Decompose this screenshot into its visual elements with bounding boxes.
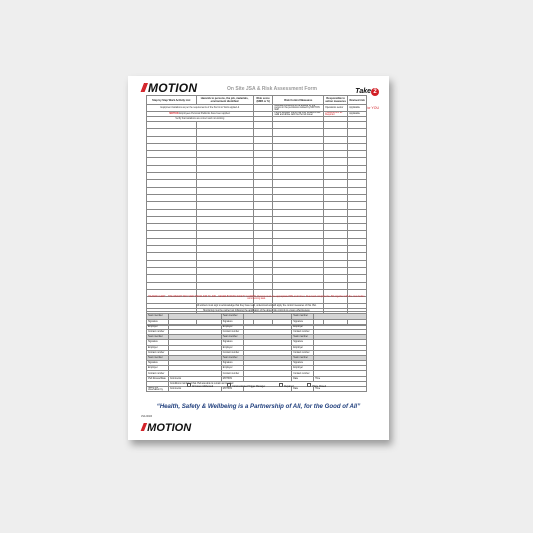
table-cell[interactable] bbox=[348, 238, 367, 245]
isolation-text-2b: Employees Personal Padlocks have been applied. bbox=[178, 113, 231, 115]
safety-job-label: Safety job observation by bbox=[147, 387, 169, 392]
slogan: “Health, Safety & Wellbeing is a Partnership of All, for the Good of All” bbox=[156, 403, 361, 410]
table-cell[interactable] bbox=[324, 194, 348, 201]
table-cell[interactable] bbox=[273, 253, 324, 260]
table-row bbox=[147, 246, 367, 253]
table-cell[interactable] bbox=[348, 209, 367, 216]
table-cell[interactable] bbox=[196, 216, 253, 223]
table-cell[interactable] bbox=[348, 165, 367, 172]
motion-logo bbox=[141, 81, 197, 95]
team-field-label: Contact number bbox=[221, 371, 243, 376]
table-cell[interactable] bbox=[324, 187, 348, 194]
table-cell[interactable] bbox=[147, 122, 197, 129]
table-cell[interactable] bbox=[348, 187, 367, 194]
table-cell[interactable] bbox=[253, 202, 273, 209]
table-cell[interactable] bbox=[348, 143, 367, 150]
table-cell[interactable] bbox=[196, 173, 253, 180]
table-row bbox=[147, 231, 367, 238]
table-cell[interactable] bbox=[324, 158, 348, 165]
team-field-label: Signature bbox=[292, 361, 314, 366]
table-cell[interactable] bbox=[196, 136, 253, 143]
isolation-controls-2: Permit Register found that their isolations are valid and active with the Permit issuer bbox=[273, 112, 324, 117]
table-cell[interactable] bbox=[348, 260, 367, 267]
table-cell[interactable] bbox=[348, 136, 367, 143]
table-cell[interactable] bbox=[324, 238, 348, 245]
team-field-label: Employer bbox=[292, 345, 314, 350]
jsa-form-sheet bbox=[128, 76, 389, 440]
col-activity: Step by Step Work Activity List bbox=[147, 96, 197, 105]
table-cell[interactable] bbox=[147, 187, 197, 194]
team-field-label: Signature bbox=[147, 340, 169, 345]
table-cell[interactable] bbox=[147, 267, 197, 274]
table-cell[interactable] bbox=[253, 231, 273, 238]
footer-logo-bars: /// bbox=[141, 422, 145, 434]
table-cell[interactable] bbox=[196, 202, 253, 209]
table-cell[interactable] bbox=[196, 246, 253, 253]
team-field-label: Contact number bbox=[147, 329, 169, 334]
table-row bbox=[147, 129, 367, 136]
table-cell[interactable] bbox=[147, 194, 197, 201]
table-row bbox=[147, 136, 367, 143]
worker-note: All workers must sign to acknowledge that they have read, understood and will apply the control measures of this JSA. bbox=[147, 304, 367, 309]
table-cell[interactable] bbox=[324, 180, 348, 187]
table-cell[interactable] bbox=[253, 173, 273, 180]
team-field-label: Signature bbox=[292, 340, 314, 345]
isolation-row-1 bbox=[147, 105, 367, 112]
col-controls: Risk Control Measures bbox=[273, 96, 324, 105]
team-field-label: Contact number bbox=[292, 350, 314, 355]
table-cell[interactable] bbox=[147, 246, 197, 253]
table-cell[interactable] bbox=[324, 122, 348, 129]
table-cell[interactable] bbox=[273, 275, 324, 282]
table-cell[interactable] bbox=[324, 231, 348, 238]
team-field-label: Team member bbox=[147, 335, 169, 340]
table-cell[interactable] bbox=[324, 209, 348, 216]
table-row bbox=[147, 282, 367, 289]
team-rows bbox=[147, 314, 367, 376]
comments-label-2: Comments bbox=[169, 387, 222, 392]
table-cell[interactable] bbox=[253, 122, 273, 129]
team-field-label: Signature bbox=[147, 361, 169, 366]
conditions-label: Conditions monitored that JSA was able to remain as intended bbox=[169, 381, 367, 386]
table-cell[interactable] bbox=[273, 143, 324, 150]
table-row bbox=[147, 122, 367, 129]
status-checkboxes bbox=[146, 383, 367, 388]
table-row bbox=[147, 143, 367, 150]
table-cell[interactable] bbox=[253, 129, 273, 136]
checkbox-communicated[interactable]: Communicated Trigger Manager bbox=[227, 383, 265, 388]
table-row bbox=[147, 238, 367, 245]
checkbox-repaired[interactable]: Repaired bbox=[279, 383, 293, 388]
table-cell[interactable] bbox=[324, 282, 348, 289]
team-field-label: Team member bbox=[221, 314, 243, 319]
table-cell[interactable] bbox=[273, 187, 324, 194]
signoff-table bbox=[146, 303, 367, 392]
team-field-label: Contact number bbox=[147, 371, 169, 376]
table-cell[interactable] bbox=[273, 158, 324, 165]
table-cell[interactable] bbox=[324, 202, 348, 209]
table-cell[interactable] bbox=[253, 246, 273, 253]
table-cell[interactable] bbox=[324, 173, 348, 180]
table-cell[interactable] bbox=[348, 158, 367, 165]
date-label: Date bbox=[292, 376, 314, 381]
table-cell[interactable] bbox=[147, 282, 197, 289]
table-row bbox=[147, 202, 367, 209]
isolation-controls-1: Residual conditions to be applied by the person in the permission issued by MOTION staff bbox=[273, 105, 324, 112]
motion-label-2: MOTION bbox=[221, 387, 243, 392]
table-cell[interactable] bbox=[147, 275, 197, 282]
table-cell[interactable] bbox=[253, 275, 273, 282]
table-row bbox=[147, 187, 367, 194]
team-field-label: Signature bbox=[147, 319, 169, 324]
table-cell[interactable] bbox=[196, 129, 253, 136]
table-cell[interactable] bbox=[147, 173, 197, 180]
table-row bbox=[147, 180, 367, 187]
checkbox-closed[interactable]: Place Closed bbox=[307, 383, 326, 388]
team-field-label: Team member bbox=[147, 355, 169, 360]
table-cell[interactable] bbox=[196, 224, 253, 231]
table-cell[interactable] bbox=[348, 224, 367, 231]
table-cell[interactable] bbox=[348, 253, 367, 260]
team-field-label: Employer bbox=[221, 345, 243, 350]
table-cell[interactable] bbox=[196, 267, 253, 274]
table-cell[interactable] bbox=[196, 143, 253, 150]
table-cell[interactable] bbox=[147, 158, 197, 165]
footer-logo-word: MOTION bbox=[147, 422, 192, 434]
team-field-label: Employer bbox=[147, 345, 169, 350]
isolation-resp-2: Tradesperson as Required bbox=[324, 112, 348, 117]
col-risk-score: Risk score (EMR or S) bbox=[253, 96, 273, 105]
table-row bbox=[147, 194, 367, 201]
table-cell[interactable] bbox=[196, 194, 253, 201]
jsa-review-label: JSA Review/Date bbox=[147, 376, 169, 381]
table-cell[interactable] bbox=[273, 231, 324, 238]
team-field-label: Signature bbox=[292, 319, 314, 324]
table-cell[interactable] bbox=[348, 180, 367, 187]
table-cell[interactable] bbox=[147, 180, 197, 187]
team-field-label: Employer bbox=[221, 324, 243, 329]
table-cell[interactable] bbox=[196, 209, 253, 216]
table-cell[interactable] bbox=[253, 165, 273, 172]
team-field-label: Employer bbox=[292, 366, 314, 371]
table-cell[interactable] bbox=[348, 129, 367, 136]
time-label: Time bbox=[314, 376, 367, 381]
table-cell[interactable] bbox=[324, 136, 348, 143]
table-cell[interactable] bbox=[147, 224, 197, 231]
table-cell[interactable] bbox=[324, 129, 348, 136]
table-cell[interactable] bbox=[273, 173, 324, 180]
team-field-label: Contact number bbox=[292, 329, 314, 334]
table-cell[interactable] bbox=[324, 224, 348, 231]
table-cell[interactable] bbox=[253, 267, 273, 274]
team-field-label: Signature bbox=[221, 361, 243, 366]
table-cell[interactable] bbox=[348, 275, 367, 282]
team-field-label: Employer bbox=[221, 366, 243, 371]
table-cell[interactable] bbox=[253, 224, 273, 231]
table-cell[interactable] bbox=[273, 151, 324, 158]
monitor-note: Monitoring must be carried out following the application of the above risk controls to ensure effectiveness bbox=[147, 309, 367, 314]
table-cell[interactable] bbox=[147, 165, 197, 172]
table-cell[interactable] bbox=[348, 246, 367, 253]
table-cell[interactable] bbox=[147, 231, 197, 238]
table-cell[interactable] bbox=[348, 202, 367, 209]
table-row bbox=[147, 165, 367, 172]
table-cell[interactable] bbox=[253, 136, 273, 143]
col-revised: Revised risk bbox=[348, 96, 367, 105]
table-cell[interactable] bbox=[147, 136, 197, 143]
risk-table bbox=[146, 95, 367, 326]
table-row bbox=[147, 275, 367, 282]
time-label-2: Time bbox=[314, 387, 367, 392]
table-cell[interactable] bbox=[253, 158, 273, 165]
team-field-label: Contact number bbox=[221, 329, 243, 334]
table-cell[interactable] bbox=[324, 151, 348, 158]
table-row bbox=[147, 209, 367, 216]
table-row bbox=[147, 253, 367, 260]
table-cell[interactable] bbox=[253, 194, 273, 201]
table-cell[interactable] bbox=[147, 209, 197, 216]
table-cell[interactable] bbox=[348, 267, 367, 274]
table-cell[interactable] bbox=[147, 260, 197, 267]
table-cell[interactable] bbox=[324, 253, 348, 260]
table-cell[interactable] bbox=[147, 238, 197, 245]
table-cell[interactable] bbox=[253, 151, 273, 158]
isolation-resp-1: Operations senior bbox=[324, 105, 348, 112]
table-cell[interactable] bbox=[324, 143, 348, 150]
col-hazards: Hazards to persons, the job, materials, environment identified bbox=[196, 96, 253, 105]
isolation-rev-2: Applicable bbox=[348, 112, 367, 117]
table-cell[interactable] bbox=[253, 216, 273, 223]
team-field-label: Signature bbox=[221, 319, 243, 324]
table-cell[interactable] bbox=[147, 143, 197, 150]
team-field-label: Employer bbox=[147, 324, 169, 329]
table-cell[interactable] bbox=[196, 275, 253, 282]
table-cell[interactable] bbox=[273, 246, 324, 253]
logo-word: MOTION bbox=[148, 81, 198, 95]
table-cell[interactable] bbox=[196, 180, 253, 187]
table-cell[interactable] bbox=[147, 216, 197, 223]
table-cell[interactable] bbox=[324, 267, 348, 274]
isolation-text-1: Equipment Isolations as per the requirements of the Permit to Work applied & bbox=[147, 105, 254, 112]
table-row bbox=[147, 267, 367, 274]
table-cell[interactable] bbox=[273, 122, 324, 129]
table-cell[interactable] bbox=[273, 180, 324, 187]
motion-label: MOTION bbox=[221, 376, 243, 381]
cell[interactable] bbox=[253, 105, 273, 112]
table-cell[interactable] bbox=[196, 187, 253, 194]
doc-code: JSA 001R bbox=[141, 415, 153, 418]
table-cell[interactable] bbox=[253, 260, 273, 267]
table-cell[interactable] bbox=[273, 136, 324, 143]
form-title: On Site JSA & Risk Assessment Form bbox=[227, 86, 317, 92]
table-row bbox=[147, 173, 367, 180]
date-label-2: Date bbox=[292, 387, 314, 392]
table-cell[interactable] bbox=[147, 129, 197, 136]
table-cell[interactable] bbox=[196, 238, 253, 245]
team-field-label: Team member bbox=[292, 335, 314, 340]
table-cell[interactable] bbox=[273, 224, 324, 231]
table-cell[interactable] bbox=[273, 202, 324, 209]
team-field-label: Team member bbox=[292, 314, 314, 319]
table-cell[interactable] bbox=[273, 129, 324, 136]
table-cell[interactable] bbox=[273, 194, 324, 201]
table-cell[interactable] bbox=[253, 180, 273, 187]
table-row bbox=[147, 151, 367, 158]
table-cell[interactable] bbox=[348, 194, 367, 201]
col-responsible: Responsible to action measures bbox=[325, 97, 346, 103]
team-field-label: Employer bbox=[292, 324, 314, 329]
table-cell[interactable] bbox=[324, 216, 348, 223]
team-field-label: Employer bbox=[147, 366, 169, 371]
table-cell[interactable] bbox=[348, 173, 367, 180]
table-cell[interactable] bbox=[273, 216, 324, 223]
table-cell[interactable] bbox=[324, 246, 348, 253]
header-row bbox=[147, 96, 367, 105]
table-row bbox=[147, 224, 367, 231]
table-cell[interactable] bbox=[348, 282, 367, 289]
isolation-text-3: Verify that isolations are correct and not working bbox=[147, 117, 254, 122]
table-cell[interactable] bbox=[273, 238, 324, 245]
take-label: Take bbox=[355, 88, 371, 95]
table-cell[interactable] bbox=[324, 260, 348, 267]
table-cell[interactable] bbox=[147, 253, 197, 260]
table-cell[interactable] bbox=[324, 275, 348, 282]
table-cell[interactable] bbox=[196, 151, 253, 158]
team-field-label: Signature bbox=[221, 340, 243, 345]
table-row bbox=[147, 158, 367, 165]
table-cell[interactable] bbox=[273, 165, 324, 172]
table-cell[interactable] bbox=[253, 187, 273, 194]
table-cell[interactable] bbox=[147, 151, 197, 158]
table-cell[interactable] bbox=[196, 282, 253, 289]
table-cell[interactable] bbox=[253, 209, 273, 216]
table-cell[interactable] bbox=[273, 267, 324, 274]
isolation-rev-1: Applicable bbox=[348, 105, 367, 112]
for-you-label: for YOU bbox=[366, 106, 379, 110]
team-field-label: Team member bbox=[147, 314, 169, 319]
table-cell[interactable] bbox=[253, 253, 273, 260]
table-cell[interactable] bbox=[273, 282, 324, 289]
hazard-warning: HAZARD ALERT – THE WEIGHT MAY VARY FROM JOB TO JOB – NEVER BYPASS SAFETY GUARDS. Persons must use appropriate PPE at all times. Read and complete the JSA together with the crew before commencing task. bbox=[148, 296, 365, 300]
table-cell[interactable] bbox=[253, 238, 273, 245]
table-cell[interactable] bbox=[324, 165, 348, 172]
table-cell[interactable] bbox=[348, 216, 367, 223]
table-cell[interactable] bbox=[348, 151, 367, 158]
team-field-label: Contact number bbox=[221, 350, 243, 355]
two-circle: 2 bbox=[371, 88, 379, 96]
table-row bbox=[147, 216, 367, 223]
table-cell[interactable] bbox=[196, 158, 253, 165]
table-cell[interactable] bbox=[147, 202, 197, 209]
logo-bars: /// bbox=[141, 81, 146, 95]
table-cell[interactable] bbox=[348, 122, 367, 129]
team-field-label: Contact number bbox=[292, 371, 314, 376]
table-cell[interactable] bbox=[273, 260, 324, 267]
comments-label: Comments bbox=[169, 376, 222, 381]
table-row bbox=[147, 260, 367, 267]
team-field-label: Team member bbox=[292, 355, 314, 360]
table-cell[interactable] bbox=[196, 260, 253, 267]
table-cell[interactable] bbox=[253, 282, 273, 289]
team-field-label: Contact number bbox=[147, 350, 169, 355]
team-field-label: Team member bbox=[221, 355, 243, 360]
table-cell[interactable] bbox=[196, 253, 253, 260]
table-cell[interactable] bbox=[273, 209, 324, 216]
table-cell[interactable] bbox=[196, 165, 253, 172]
checkbox-all-issues[interactable]: All issues Addressed bbox=[187, 383, 213, 388]
table-cell[interactable] bbox=[348, 231, 367, 238]
motion-word: MOTION bbox=[169, 113, 179, 115]
footer-motion-logo bbox=[141, 422, 191, 434]
table-cell[interactable] bbox=[196, 231, 253, 238]
table-cell[interactable] bbox=[196, 122, 253, 129]
team-field-label: Team member bbox=[221, 335, 243, 340]
table-cell[interactable] bbox=[253, 143, 273, 150]
